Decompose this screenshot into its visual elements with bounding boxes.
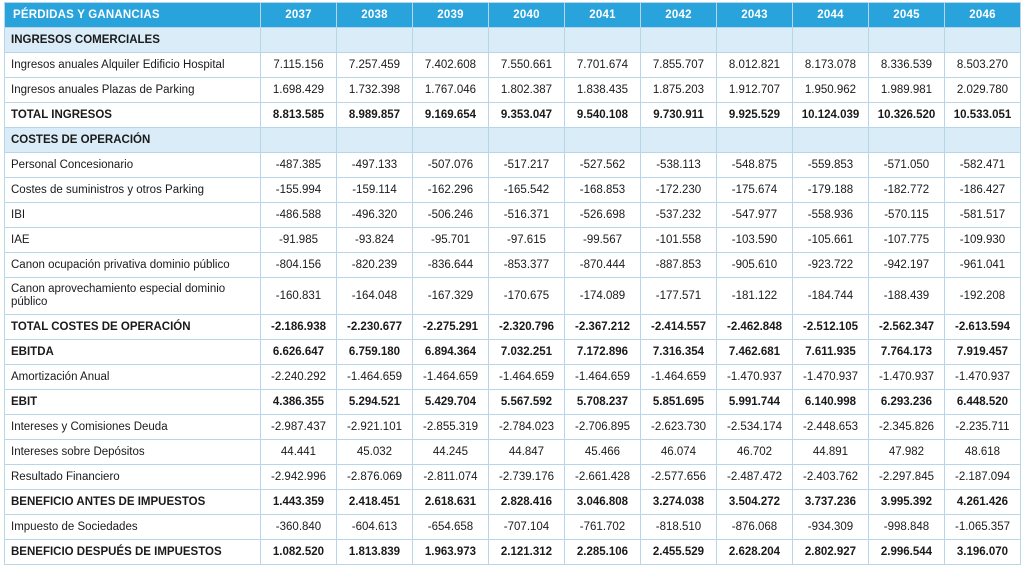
row-value: 10.124.039 [793, 103, 869, 128]
row-label: Intereses sobre Depósitos [5, 440, 261, 465]
row-label: INGRESOS COMERCIALES [5, 28, 261, 53]
table-row [5, 53, 1021, 78]
row-value: -1.464.659 [337, 365, 413, 390]
row-value [945, 128, 1021, 153]
year-header-2043: 2043 [717, 3, 793, 28]
row-value: -571.050 [869, 153, 945, 178]
row-value: -2.661.428 [565, 465, 641, 490]
row-value: -581.517 [945, 203, 1021, 228]
row-value: -2.320.796 [489, 315, 565, 340]
row-value: -1.470.937 [793, 365, 869, 390]
row-value: -172.230 [641, 178, 717, 203]
row-value: -2.739.176 [489, 465, 565, 490]
row-label: IAE [5, 228, 261, 253]
row-value: 1.082.520 [261, 540, 337, 565]
row-value: 1.912.707 [717, 78, 793, 103]
row-value: 44.847 [489, 440, 565, 465]
row-value: -1.464.659 [489, 365, 565, 390]
row-label: Amortización Anual [5, 365, 261, 390]
row-value: -2.187.094 [945, 465, 1021, 490]
row-value: -2.297.845 [869, 465, 945, 490]
row-value: -905.610 [717, 253, 793, 278]
row-value: 2.285.106 [565, 540, 641, 565]
row-value: 45.466 [565, 440, 641, 465]
row-value: 2.996.544 [869, 540, 945, 565]
row-value: -2.367.212 [565, 315, 641, 340]
row-value: -2.230.677 [337, 315, 413, 340]
row-value: -2.706.895 [565, 415, 641, 440]
row-value: -188.439 [869, 278, 945, 315]
row-value [413, 128, 489, 153]
row-value: -804.156 [261, 253, 337, 278]
row-value: -570.115 [869, 203, 945, 228]
row-value: -168.853 [565, 178, 641, 203]
row-value: 7.550.661 [489, 53, 565, 78]
table-row [5, 253, 1021, 278]
row-value: -2.811.074 [413, 465, 489, 490]
row-value: 7.701.674 [565, 53, 641, 78]
row-value: -105.661 [793, 228, 869, 253]
row-value: -818.510 [641, 515, 717, 540]
year-header-2041: 2041 [565, 3, 641, 28]
row-value: -707.104 [489, 515, 565, 540]
table-row [5, 128, 1021, 153]
row-value: -497.133 [337, 153, 413, 178]
row-value [641, 128, 717, 153]
row-label: EBITDA [5, 340, 261, 365]
row-value: -95.701 [413, 228, 489, 253]
row-label: TOTAL INGRESOS [5, 103, 261, 128]
row-value: -526.698 [565, 203, 641, 228]
table-row [5, 178, 1021, 203]
row-value: -820.239 [337, 253, 413, 278]
table-row [5, 103, 1021, 128]
row-value: 10.533.051 [945, 103, 1021, 128]
row-value: -942.197 [869, 253, 945, 278]
row-value [793, 28, 869, 53]
row-value: 2.828.416 [489, 490, 565, 515]
row-value: 5.294.521 [337, 390, 413, 415]
table-body [5, 28, 1021, 565]
table-row [5, 440, 1021, 465]
row-value: 1.698.429 [261, 78, 337, 103]
row-value [641, 28, 717, 53]
row-value: 6.140.998 [793, 390, 869, 415]
row-value: -2.921.101 [337, 415, 413, 440]
row-value: -2.403.762 [793, 465, 869, 490]
row-label: BENEFICIO DESPUÉS DE IMPUESTOS [5, 540, 261, 565]
row-value: 6.448.520 [945, 390, 1021, 415]
row-value [413, 28, 489, 53]
row-value: 1.443.359 [261, 490, 337, 515]
row-value: 1.813.839 [337, 540, 413, 565]
row-value: -506.246 [413, 203, 489, 228]
row-value: 7.115.156 [261, 53, 337, 78]
year-header-2037: 2037 [261, 3, 337, 28]
row-value: 7.919.457 [945, 340, 1021, 365]
row-value: -836.644 [413, 253, 489, 278]
row-value: -1.464.659 [641, 365, 717, 390]
row-value: -192.208 [945, 278, 1021, 315]
year-header-2046: 2046 [945, 3, 1021, 28]
row-value: -2.448.653 [793, 415, 869, 440]
row-value: -887.853 [641, 253, 717, 278]
row-value: -538.113 [641, 153, 717, 178]
row-value: -109.930 [945, 228, 1021, 253]
row-value: -162.296 [413, 178, 489, 203]
row-value [261, 128, 337, 153]
row-value: -181.122 [717, 278, 793, 315]
row-value: -853.377 [489, 253, 565, 278]
row-value: 6.894.364 [413, 340, 489, 365]
row-value: 48.618 [945, 440, 1021, 465]
row-value: -559.853 [793, 153, 869, 178]
table-row [5, 228, 1021, 253]
row-label: COSTES DE OPERACIÓN [5, 128, 261, 153]
row-value: -2.613.594 [945, 315, 1021, 340]
row-value: -101.558 [641, 228, 717, 253]
row-value [489, 128, 565, 153]
table-row [5, 415, 1021, 440]
row-value: 1.767.046 [413, 78, 489, 103]
row-value: -179.188 [793, 178, 869, 203]
row-value: -177.571 [641, 278, 717, 315]
row-value: -2.487.472 [717, 465, 793, 490]
row-value: 3.737.236 [793, 490, 869, 515]
row-value: -107.775 [869, 228, 945, 253]
row-value: 2.121.312 [489, 540, 565, 565]
row-value: -2.855.319 [413, 415, 489, 440]
table-row [5, 278, 1021, 315]
row-value: -923.722 [793, 253, 869, 278]
row-value: -998.848 [869, 515, 945, 540]
row-value: -487.385 [261, 153, 337, 178]
row-value: -167.329 [413, 278, 489, 315]
row-value: 6.759.180 [337, 340, 413, 365]
row-value: 9.169.654 [413, 103, 489, 128]
table-row [5, 515, 1021, 540]
row-value: 3.274.038 [641, 490, 717, 515]
row-value: -604.613 [337, 515, 413, 540]
row-value: -1.470.937 [869, 365, 945, 390]
table-row [5, 340, 1021, 365]
row-value: 2.618.631 [413, 490, 489, 515]
row-value: -91.985 [261, 228, 337, 253]
row-value: -496.320 [337, 203, 413, 228]
row-value: 7.316.354 [641, 340, 717, 365]
row-value [717, 28, 793, 53]
row-value: -174.089 [565, 278, 641, 315]
row-value: 8.173.078 [793, 53, 869, 78]
row-value: -186.427 [945, 178, 1021, 203]
row-value: -360.840 [261, 515, 337, 540]
row-value: 7.462.681 [717, 340, 793, 365]
row-value: -93.824 [337, 228, 413, 253]
row-label: IBI [5, 203, 261, 228]
row-value: -2.240.292 [261, 365, 337, 390]
row-value: -934.309 [793, 515, 869, 540]
row-value: -761.702 [565, 515, 641, 540]
row-value: 44.245 [413, 440, 489, 465]
row-value: -2.512.105 [793, 315, 869, 340]
row-value: -582.471 [945, 153, 1021, 178]
row-value: -516.371 [489, 203, 565, 228]
year-header-2042: 2042 [641, 3, 717, 28]
row-value: -2.414.557 [641, 315, 717, 340]
row-value: 45.032 [337, 440, 413, 465]
row-value: 7.172.896 [565, 340, 641, 365]
row-value [565, 128, 641, 153]
row-value: -870.444 [565, 253, 641, 278]
table-row [5, 203, 1021, 228]
row-value: -2.534.174 [717, 415, 793, 440]
table-row [5, 490, 1021, 515]
row-value [793, 128, 869, 153]
row-value [945, 28, 1021, 53]
row-value: -155.994 [261, 178, 337, 203]
row-value: -1.464.659 [413, 365, 489, 390]
row-value: -159.114 [337, 178, 413, 203]
row-value: 8.813.585 [261, 103, 337, 128]
row-value: 1.963.973 [413, 540, 489, 565]
row-value: 2.628.204 [717, 540, 793, 565]
row-value: 47.982 [869, 440, 945, 465]
row-value: 8.336.539 [869, 53, 945, 78]
row-label: Resultado Financiero [5, 465, 261, 490]
row-value: -507.076 [413, 153, 489, 178]
row-label: Intereses y Comisiones Deuda [5, 415, 261, 440]
row-value: 3.995.392 [869, 490, 945, 515]
row-value: -2.942.996 [261, 465, 337, 490]
row-value: -876.068 [717, 515, 793, 540]
row-value: -486.588 [261, 203, 337, 228]
row-value: 2.455.529 [641, 540, 717, 565]
row-value: 9.540.108 [565, 103, 641, 128]
row-value: 5.991.744 [717, 390, 793, 415]
row-value: -2.186.938 [261, 315, 337, 340]
row-value [869, 128, 945, 153]
row-label: BENEFICIO ANTES DE IMPUESTOS [5, 490, 261, 515]
row-value: -103.590 [717, 228, 793, 253]
row-value: -160.831 [261, 278, 337, 315]
row-label: Impuesto de Sociedades [5, 515, 261, 540]
row-value: 9.730.911 [641, 103, 717, 128]
profit-and-loss-table [4, 2, 1021, 565]
row-value [717, 128, 793, 153]
row-value: 6.293.236 [869, 390, 945, 415]
row-value: -527.562 [565, 153, 641, 178]
row-value: 7.764.173 [869, 340, 945, 365]
table-row [5, 78, 1021, 103]
table-row [5, 540, 1021, 565]
table-row [5, 315, 1021, 340]
row-value: -558.936 [793, 203, 869, 228]
row-value: -1.470.937 [717, 365, 793, 390]
row-value [869, 28, 945, 53]
year-header-2045: 2045 [869, 3, 945, 28]
row-value [337, 128, 413, 153]
row-value: -2.577.656 [641, 465, 717, 490]
row-value: 5.851.695 [641, 390, 717, 415]
row-value: -2.623.730 [641, 415, 717, 440]
row-value: 1.732.398 [337, 78, 413, 103]
row-value: 4.386.355 [261, 390, 337, 415]
year-header-2040: 2040 [489, 3, 565, 28]
row-label: EBIT [5, 390, 261, 415]
row-value: 46.702 [717, 440, 793, 465]
row-value: -182.772 [869, 178, 945, 203]
table-row [5, 28, 1021, 53]
row-value: -165.542 [489, 178, 565, 203]
year-header-2044: 2044 [793, 3, 869, 28]
table-row [5, 390, 1021, 415]
row-value: 6.626.647 [261, 340, 337, 365]
row-value: -2.562.347 [869, 315, 945, 340]
row-value: 5.429.704 [413, 390, 489, 415]
row-value: -170.675 [489, 278, 565, 315]
row-value: -517.217 [489, 153, 565, 178]
row-value: 7.855.707 [641, 53, 717, 78]
row-value [489, 28, 565, 53]
row-value: 10.326.520 [869, 103, 945, 128]
table-row [5, 365, 1021, 390]
row-value: -175.674 [717, 178, 793, 203]
row-value: -2.876.069 [337, 465, 413, 490]
row-value: 8.989.857 [337, 103, 413, 128]
row-label: Canon aprovechamiento especial dominio público [5, 278, 261, 315]
row-value: 44.441 [261, 440, 337, 465]
row-value: 7.032.251 [489, 340, 565, 365]
row-value: -1.464.659 [565, 365, 641, 390]
row-value [565, 28, 641, 53]
row-value: 3.196.070 [945, 540, 1021, 565]
year-header-2039: 2039 [413, 3, 489, 28]
row-label: Costes de suministros y otros Parking [5, 178, 261, 203]
row-value: 1.950.962 [793, 78, 869, 103]
row-value: -2.345.826 [869, 415, 945, 440]
row-value: 2.029.780 [945, 78, 1021, 103]
table-title: PÉRDIDAS Y GANANCIAS [5, 3, 261, 28]
row-label: Canon ocupación privativa dominio público [5, 253, 261, 278]
row-value: -2.235.711 [945, 415, 1021, 440]
year-header-2038: 2038 [337, 3, 413, 28]
table-header [5, 3, 1021, 28]
row-value [337, 28, 413, 53]
row-value [261, 28, 337, 53]
row-value: 8.012.821 [717, 53, 793, 78]
table-row [5, 153, 1021, 178]
row-value: -2.987.437 [261, 415, 337, 440]
row-label: Ingresos anuales Plazas de Parking [5, 78, 261, 103]
row-value: 5.567.592 [489, 390, 565, 415]
table-row [5, 465, 1021, 490]
row-value: -184.744 [793, 278, 869, 315]
row-label: TOTAL COSTES DE OPERACIÓN [5, 315, 261, 340]
row-label: Personal Concesionario [5, 153, 261, 178]
row-value: -547.977 [717, 203, 793, 228]
row-value: 5.708.237 [565, 390, 641, 415]
row-value: -548.875 [717, 153, 793, 178]
row-value: -1.470.937 [945, 365, 1021, 390]
row-value: -961.041 [945, 253, 1021, 278]
row-value: 1.838.435 [565, 78, 641, 103]
row-value: 7.611.935 [793, 340, 869, 365]
row-value: 4.261.426 [945, 490, 1021, 515]
row-value: 44.891 [793, 440, 869, 465]
row-value: -2.462.848 [717, 315, 793, 340]
row-value: -99.567 [565, 228, 641, 253]
row-value: 7.257.459 [337, 53, 413, 78]
row-value: 9.353.047 [489, 103, 565, 128]
row-label: Ingresos anuales Alquiler Edificio Hospital [5, 53, 261, 78]
row-value: 3.046.808 [565, 490, 641, 515]
row-value: -2.275.291 [413, 315, 489, 340]
row-value: -2.784.023 [489, 415, 565, 440]
row-value: -537.232 [641, 203, 717, 228]
row-value: -164.048 [337, 278, 413, 315]
row-value: 1.802.387 [489, 78, 565, 103]
row-value: 2.802.927 [793, 540, 869, 565]
row-value: 1.875.203 [641, 78, 717, 103]
row-value: 9.925.529 [717, 103, 793, 128]
row-value: -97.615 [489, 228, 565, 253]
row-value: -654.658 [413, 515, 489, 540]
row-value: 46.074 [641, 440, 717, 465]
row-value: 7.402.608 [413, 53, 489, 78]
row-value: -1.065.357 [945, 515, 1021, 540]
row-value: 3.504.272 [717, 490, 793, 515]
row-value: 1.989.981 [869, 78, 945, 103]
header-row [5, 3, 1021, 28]
row-value: 8.503.270 [945, 53, 1021, 78]
row-value: 2.418.451 [337, 490, 413, 515]
